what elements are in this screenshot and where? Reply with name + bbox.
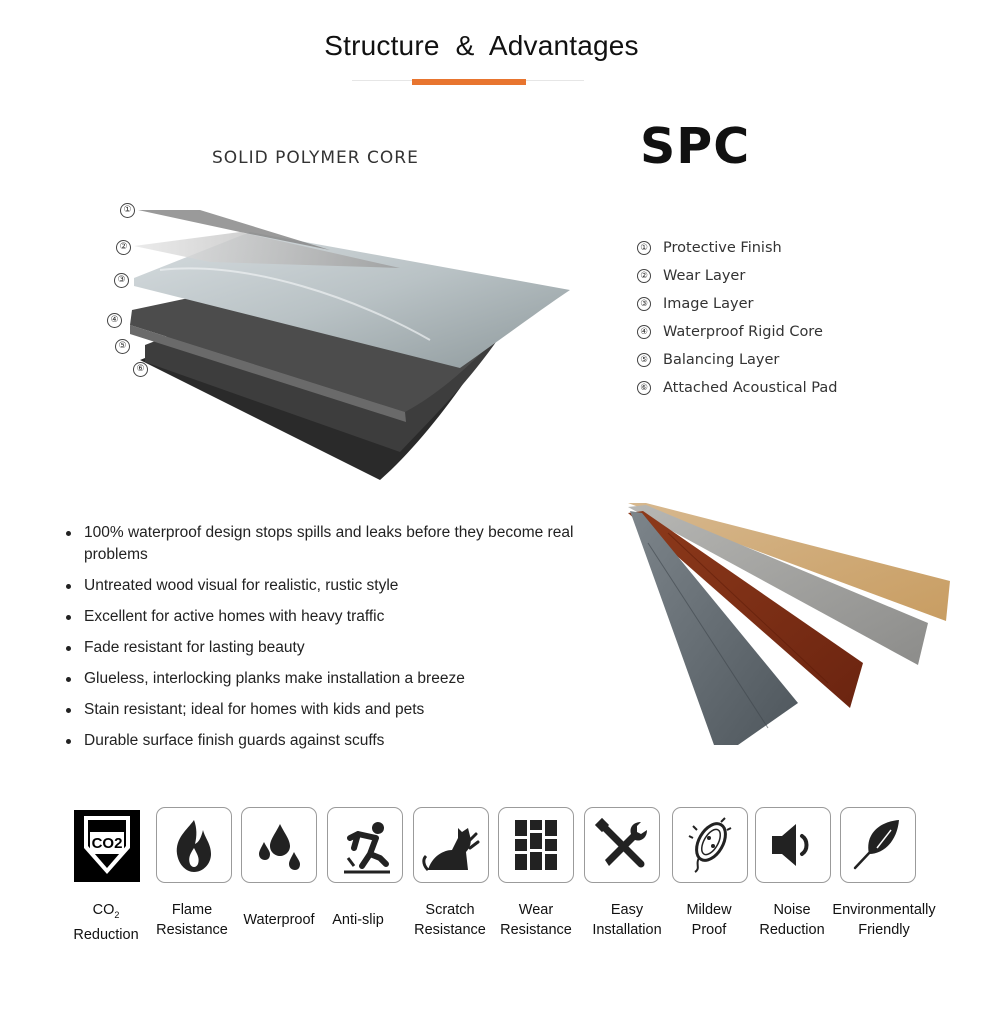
legend-item: ⑥ Attached Acoustical Pad <box>637 374 837 402</box>
layer-structure-diagram <box>100 190 580 490</box>
legend-item: ⑤ Balancing Layer <box>637 346 837 374</box>
speaker-icon <box>755 807 831 883</box>
feature-list <box>64 522 624 761</box>
layer-marker-6: ⑥ <box>133 362 148 377</box>
diagram-title: SOLID POLYMER CORE <box>212 148 419 168</box>
layer-marker-4: ④ <box>107 313 122 328</box>
co2-reduction-icon <box>74 810 140 882</box>
cat-scratch-icon <box>413 807 489 883</box>
wear-resistance-label: Wear Resistance <box>500 902 572 938</box>
wear-bricks-icon <box>498 807 574 883</box>
noise-reduction-label: Noise Reduction <box>759 902 825 938</box>
layer-marker-5: ⑤ <box>115 339 130 354</box>
co2-reduction-label: $CO_2$ Reduction <box>73 902 139 943</box>
layer-marker-1: ① <box>120 203 135 218</box>
plank-samples-image <box>628 503 953 748</box>
feature-item: Stain resistant; ideal for homes with kids and pets <box>64 699 624 721</box>
mildew-microbe-icon <box>672 807 748 883</box>
feature-item: Durable surface finish guards against scuffs <box>64 730 624 752</box>
feature-item: Glueless, interlocking planks make installation a breeze <box>64 668 624 690</box>
feature-item: Untreated wood visual for realistic, rustic style <box>64 575 624 597</box>
feature-item: 100% waterproof design stops spills and leaks before they become real problems <box>64 522 624 566</box>
legend-item: ② Wear Layer <box>637 262 837 290</box>
feature-item: Excellent for active homes with heavy traffic <box>64 606 624 628</box>
feature-item: Fade resistant for lasting beauty <box>64 637 624 659</box>
waterproof-label: Waterproof <box>243 912 315 928</box>
layer-marker-2: ② <box>116 240 131 255</box>
leaf-icon <box>840 807 916 883</box>
legend-item: ④ Waterproof Rigid Core <box>637 318 837 346</box>
page-title: Structure & Advantages <box>324 30 639 61</box>
environmentally-friendly-label: Environmentally Friendly <box>832 902 936 938</box>
anti-slip-icon <box>327 807 403 883</box>
water-drops-icon <box>241 807 317 883</box>
legend-item: ③ Image Layer <box>637 290 837 318</box>
layer-legend <box>637 234 837 402</box>
flame-icon <box>156 807 232 883</box>
product-name: SPC <box>640 118 751 175</box>
legend-item: ① Protective Finish <box>637 234 837 262</box>
svg-text:CO2: CO2 <box>91 835 123 852</box>
scratch-resistance-label: Scratch Resistance <box>414 902 486 938</box>
tools-icon <box>584 807 660 883</box>
easy-installation-label: Easy Installation <box>592 902 662 938</box>
flame-resistance-label: Flame Resistance <box>156 902 228 938</box>
anti-slip-label: Anti-slip <box>332 912 384 928</box>
title-accent-bar <box>412 79 526 85</box>
mildew-proof-label: Mildew Proof <box>686 902 732 938</box>
layer-marker-3: ③ <box>114 273 129 288</box>
